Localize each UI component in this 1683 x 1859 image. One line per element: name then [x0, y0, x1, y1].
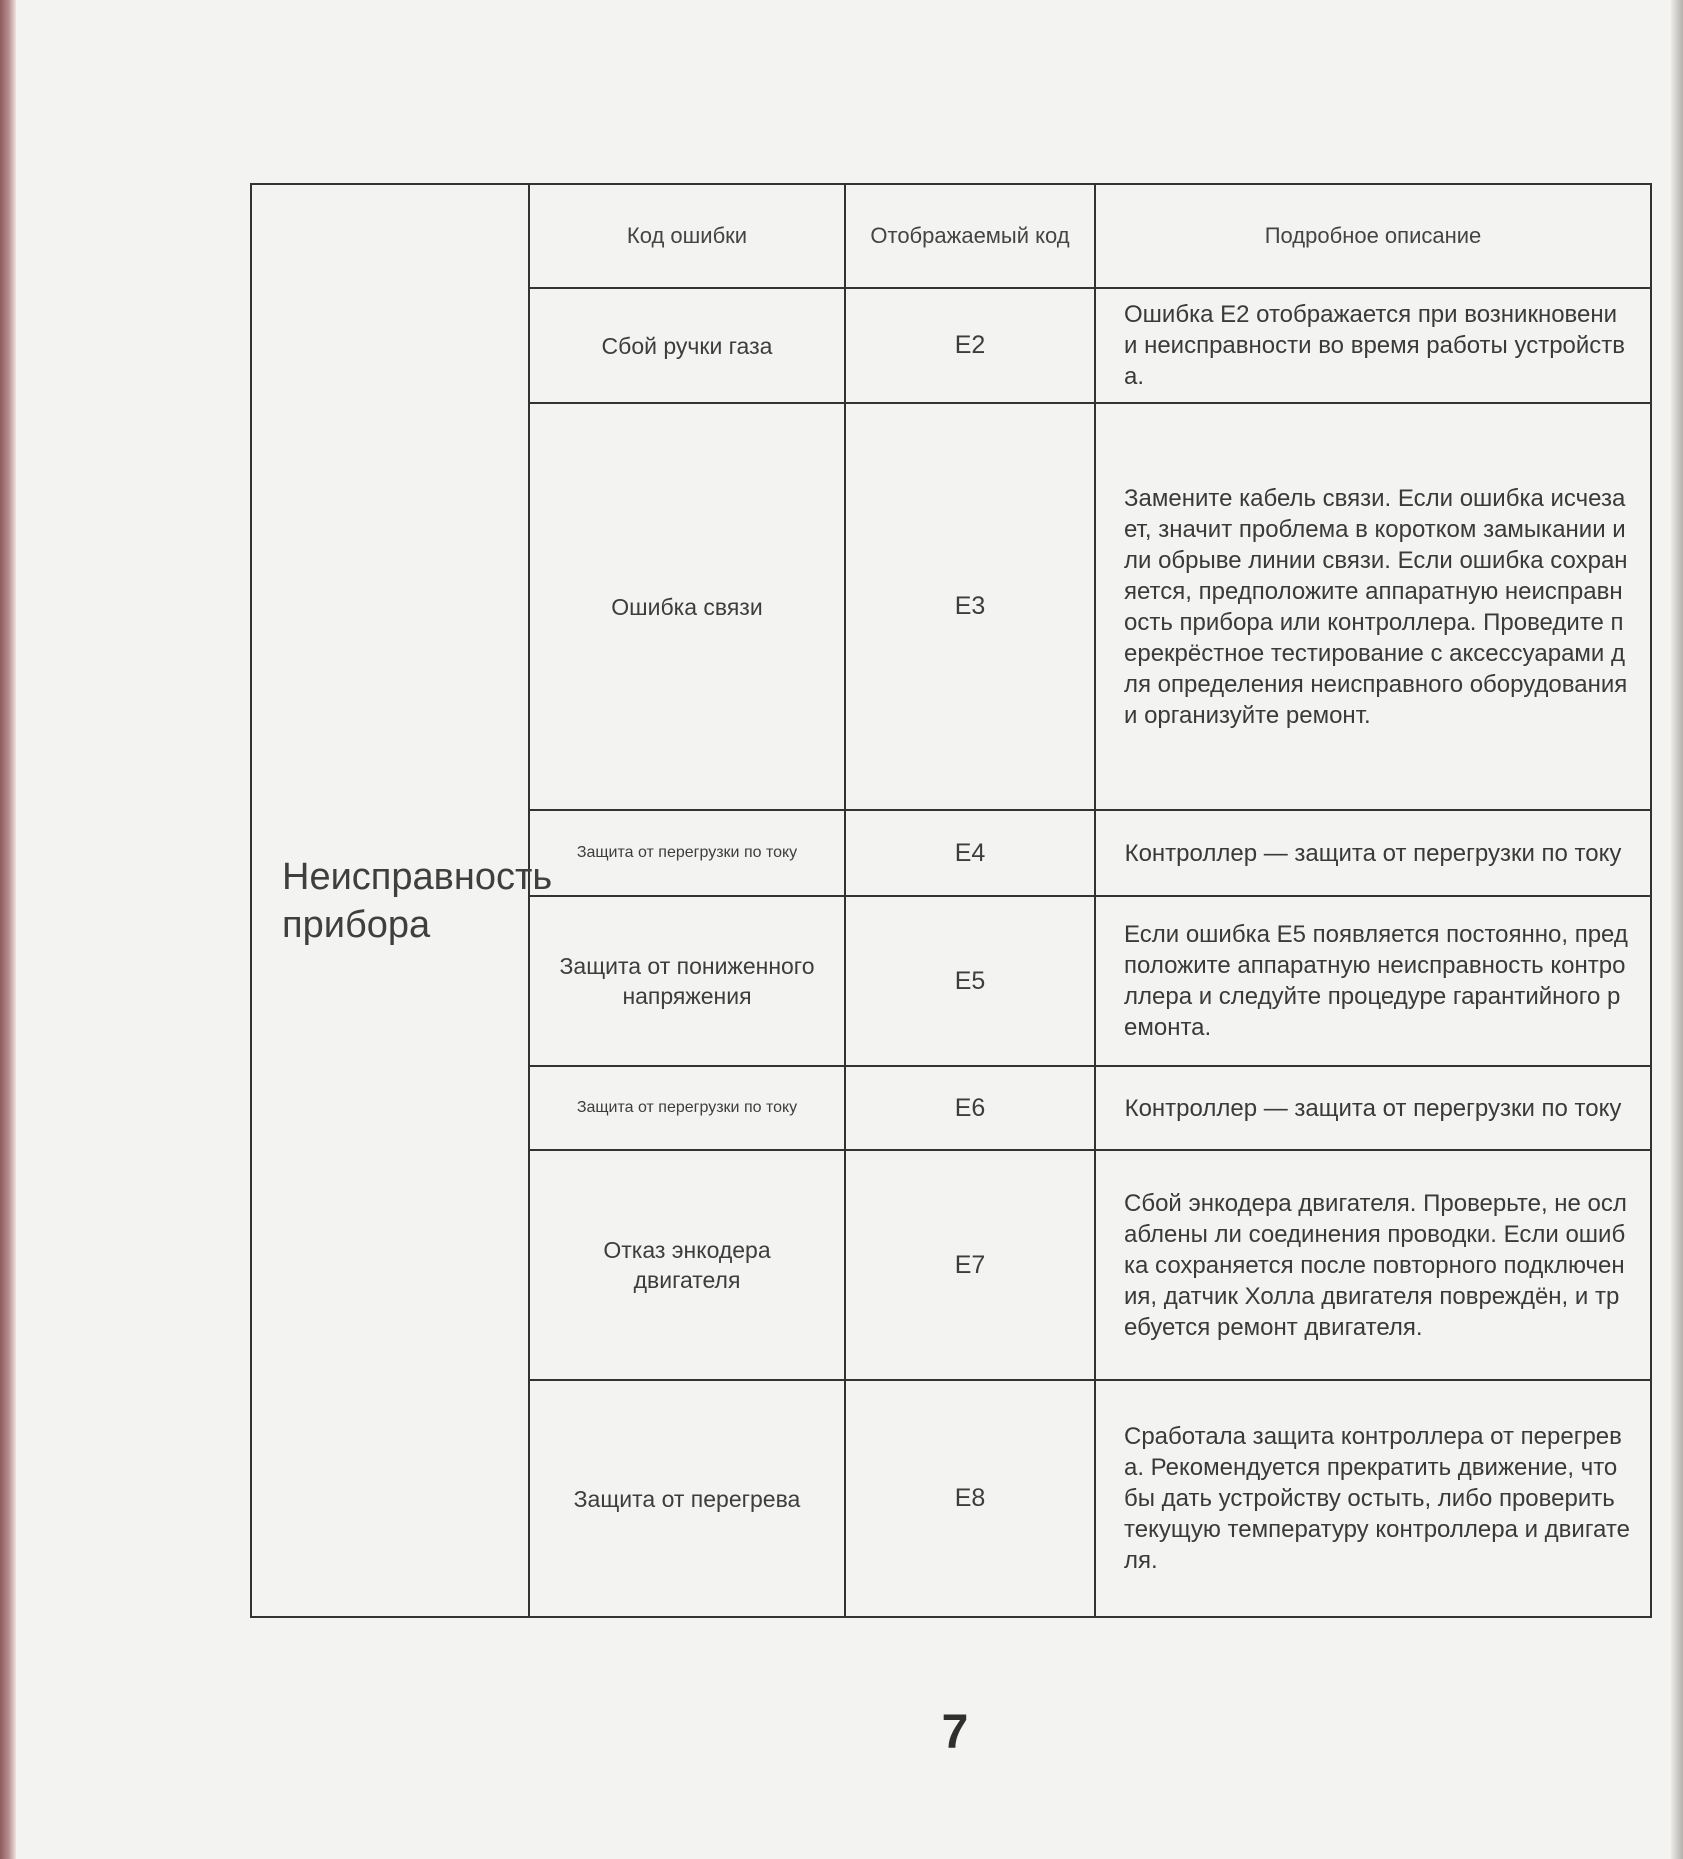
error-description: Сработала защита контроллера от перегрева. Рекомендуется прекратить движение, чтобы дать устройству остыть, либо проверить текущую температуру контроллера и двигателя.	[1095, 1380, 1651, 1617]
error-description: Контроллер — защита от перегрузки по току	[1095, 810, 1651, 896]
error-name: Защита от перегрузки по току	[529, 1066, 845, 1150]
header-description: Подробное описание	[1095, 184, 1651, 288]
error-code: E6	[845, 1066, 1095, 1150]
error-code: E4	[845, 810, 1095, 896]
error-description: Если ошибка E5 появляется постоянно, предположите аппаратную неисправность контроллера и следуйте процедуре гарантийного ремонта.	[1095, 896, 1651, 1066]
error-codes-table-container	[250, 183, 1650, 1611]
error-name: Защита от перегрузки по току	[529, 810, 845, 896]
error-name: Сбой ручки газа	[529, 288, 845, 403]
header-error-code: Код ошибки	[529, 184, 845, 288]
error-code: E2	[845, 288, 1095, 403]
error-name: Отказ энкодера двигателя	[529, 1150, 845, 1380]
error-name: Защита от пониженного напряжения	[529, 896, 845, 1066]
error-code: E3	[845, 403, 1095, 810]
error-code: E8	[845, 1380, 1095, 1617]
page-binding-edge	[0, 0, 16, 1859]
page-right-edge	[1671, 0, 1683, 1859]
error-code: E7	[845, 1150, 1095, 1380]
table-header-row	[251, 184, 1651, 288]
page-number: 7	[941, 1706, 969, 1759]
error-code: E5	[845, 896, 1095, 1066]
error-name: Ошибка связи	[529, 403, 845, 810]
error-description: Сбой энкодера двигателя. Проверьте, не ослаблены ли соединения проводки. Если ошибка сохраняется после повторного подключения, датчик Холла двигателя повреждён, и требуется ремонт двигателя.	[1095, 1150, 1651, 1380]
error-description: Контроллер — защита от перегрузки по току	[1095, 1066, 1651, 1150]
error-name: Защита от перегрева	[529, 1380, 845, 1617]
error-description: Ошибка E2 отображается при возникновении неисправности во время работы устройства.	[1095, 288, 1651, 403]
category-cell: Неисправность прибора	[251, 184, 529, 1617]
error-description: Замените кабель связи. Если ошибка исчезает, значит проблема в коротком замыкании или обрыве линии связи. Если ошибка сохраняется, предположите аппаратную неисправность прибора или контроллера. Проведите перекрёстное тестирование с аксессуарами для определения неисправного оборудования и организуйте ремонт.	[1095, 403, 1651, 810]
header-displayed-code: Отображаемый код	[845, 184, 1095, 288]
error-codes-table	[250, 183, 1652, 1618]
